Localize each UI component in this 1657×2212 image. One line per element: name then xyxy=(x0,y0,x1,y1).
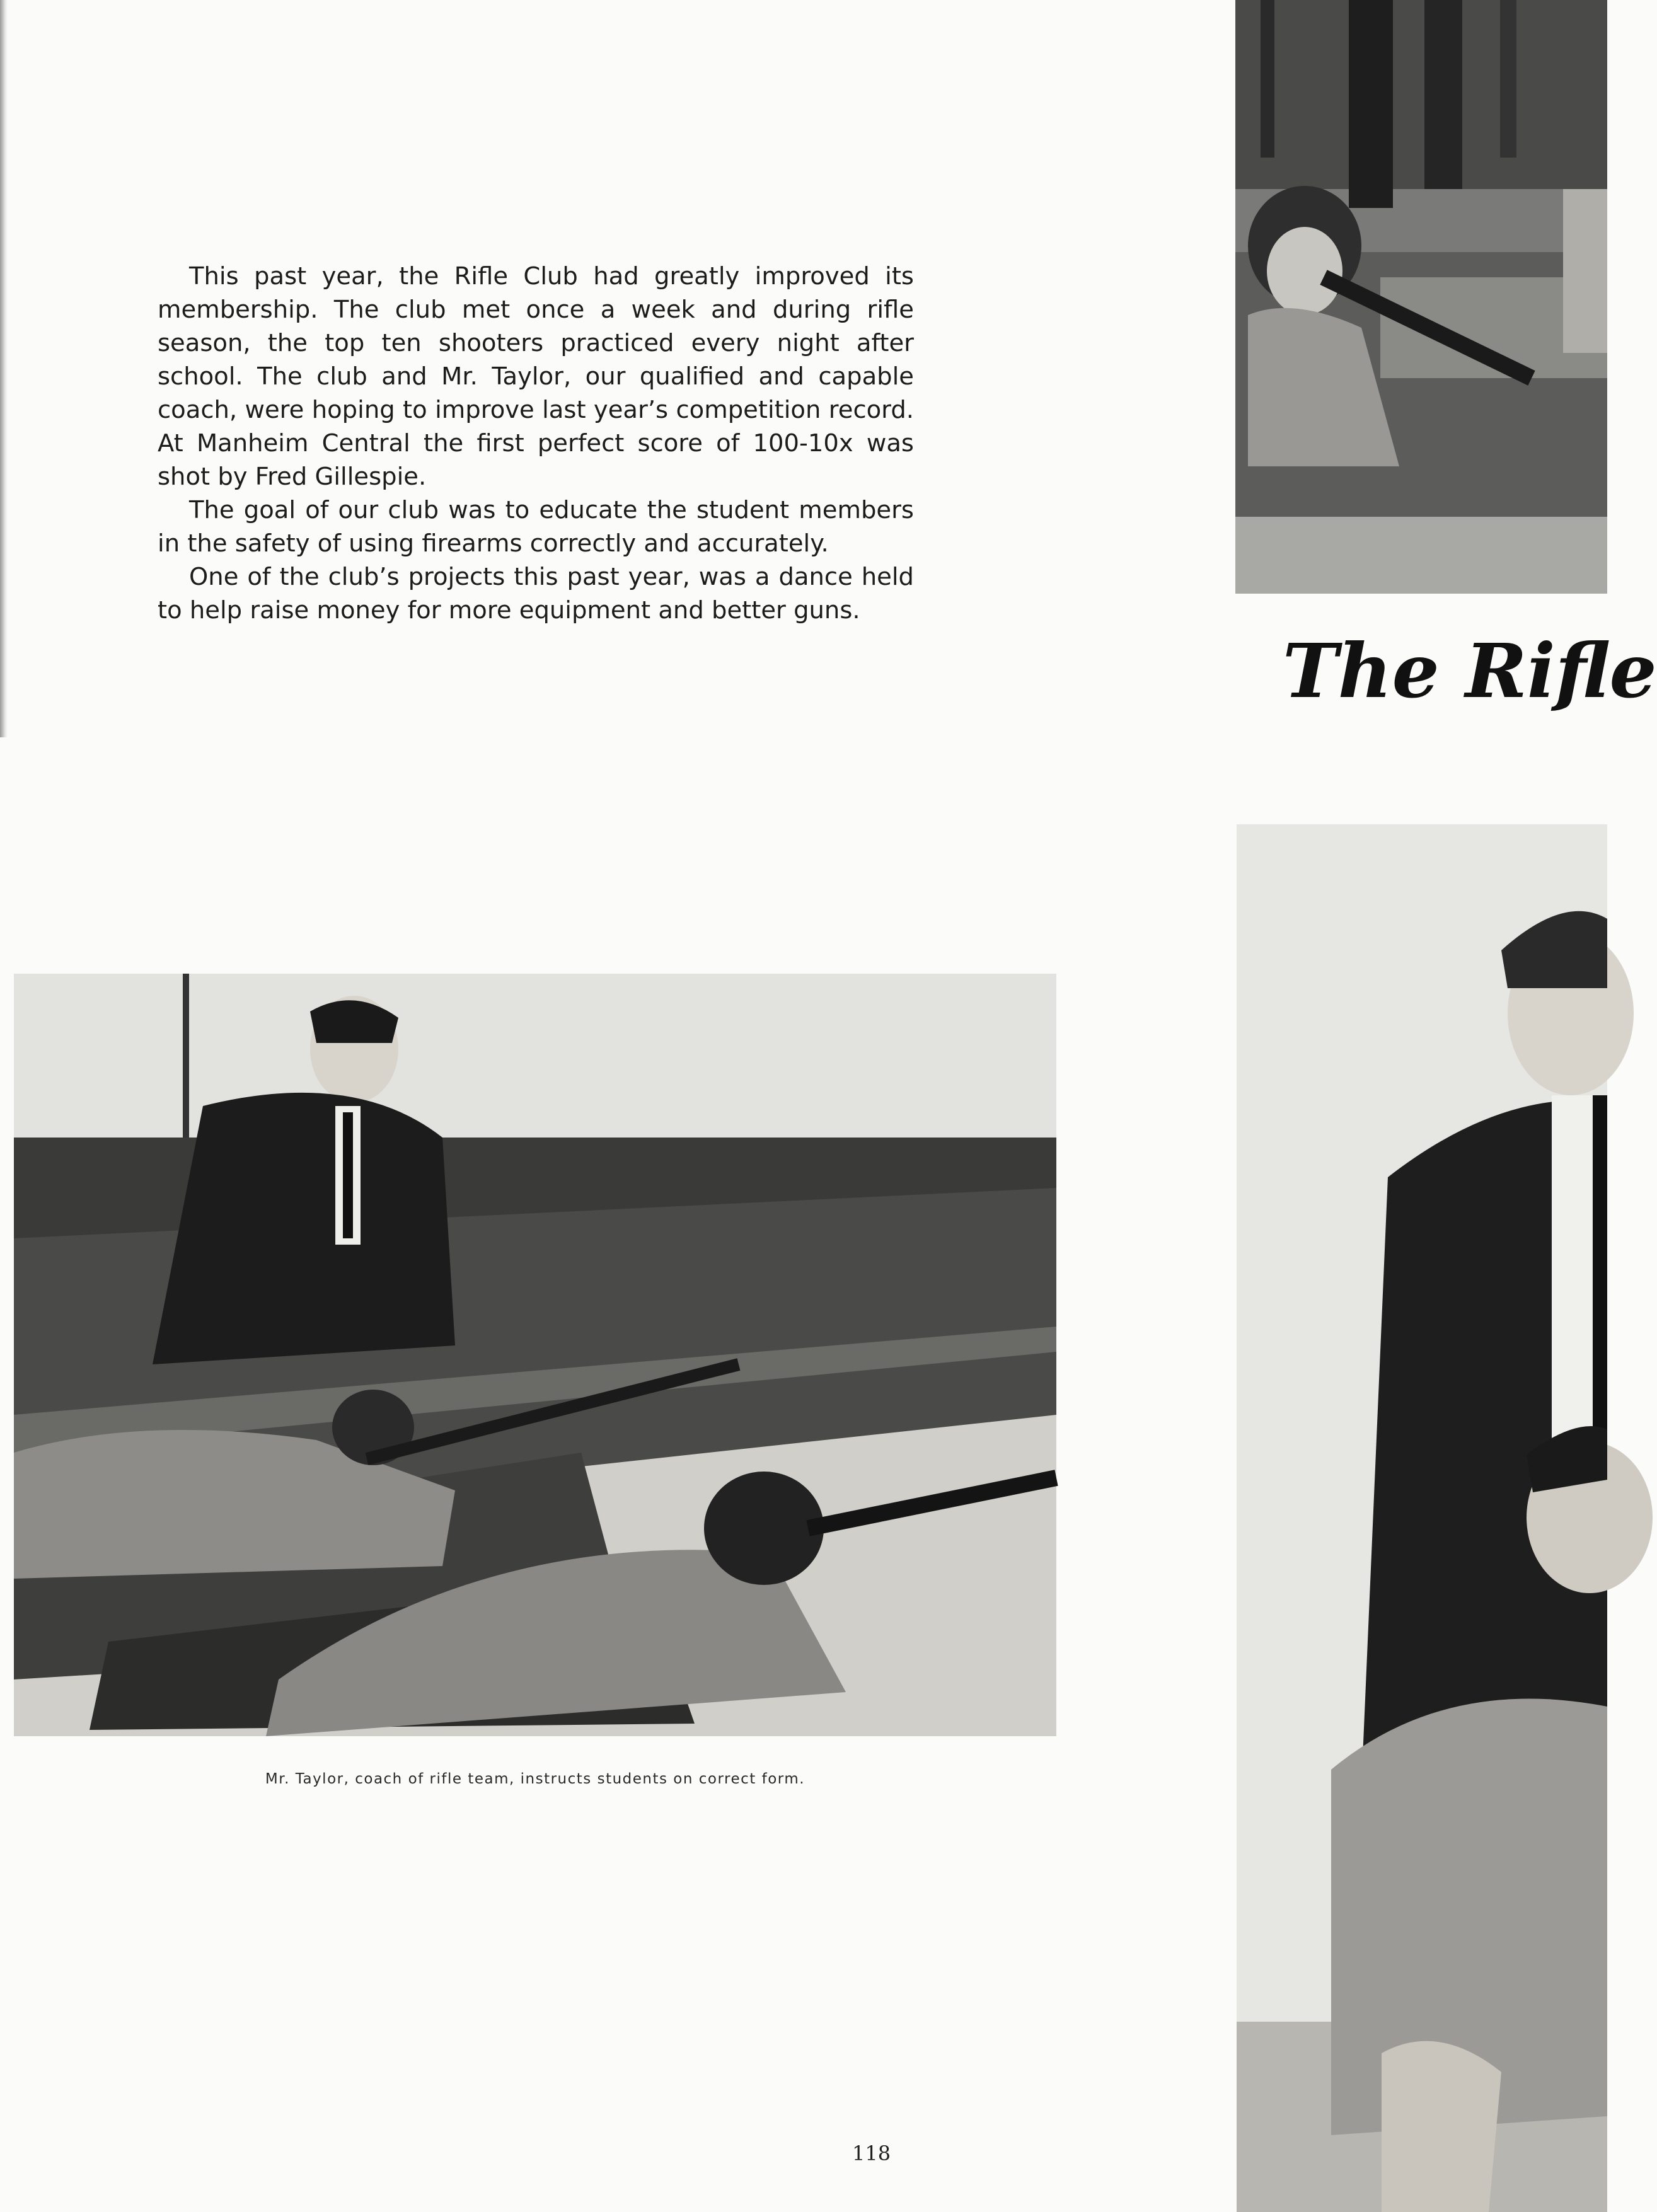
section-heading: The Rifle xyxy=(1283,627,1657,715)
article-paragraph: The goal of our club was to educate the student members in the safety of using firearms correctly and accurately. xyxy=(158,496,914,558)
article-paragraph: This past year, the Rifle Club had greatly improved its membership. The club met once a week and during rifle season, the top ten shooters practiced every night after school. The club and Mr. Taylor, our qualified and capable coach, were hoping to improve last year’s competition record. At Manheim Central the first perfect score of 100-10x was shot by Fred Gillespie. xyxy=(158,262,914,491)
article-body xyxy=(158,260,914,627)
page-spine-shadow xyxy=(0,0,8,737)
photo-student-aiming xyxy=(1235,0,1607,594)
page-number: 118 xyxy=(852,2141,891,2165)
photo-coach-instructing xyxy=(14,974,1056,1736)
photo-coach-and-student xyxy=(1237,824,1607,2212)
article-paragraph: One of the club’s projects this past year, was a dance held to help raise money for more equipment and better guns. xyxy=(158,563,914,625)
photo-caption: Mr. Taylor, coach of rifle team, instructs students on correct form. xyxy=(265,1771,805,1787)
